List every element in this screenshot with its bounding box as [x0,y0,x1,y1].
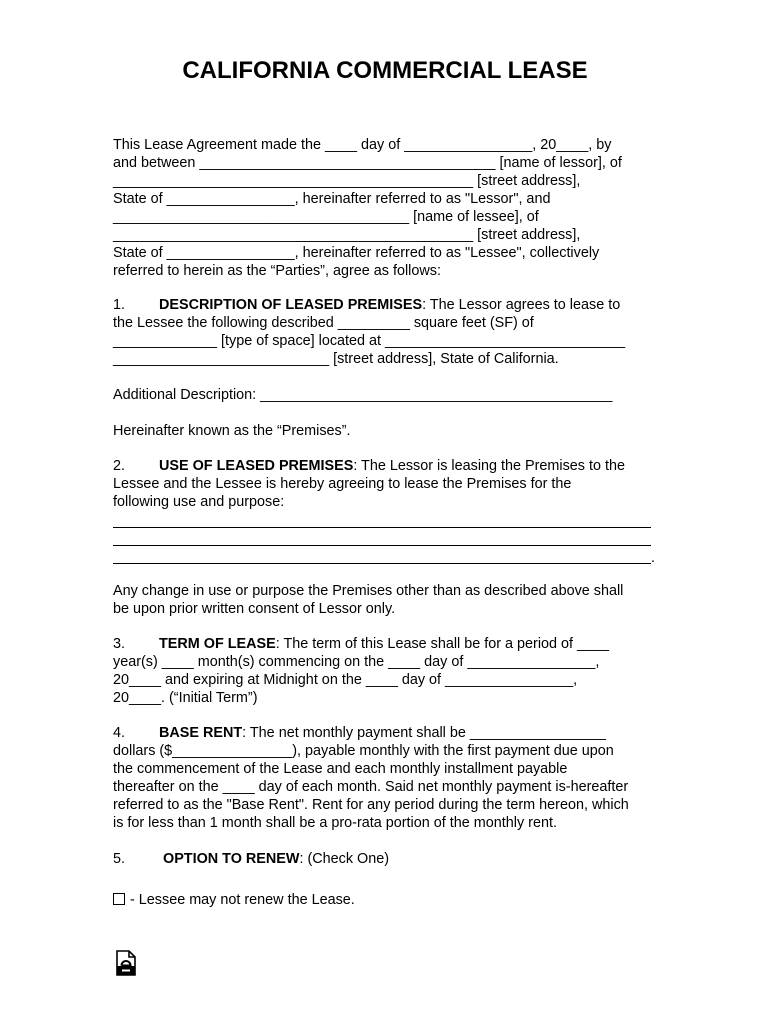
intro-line: _____________________________________ [name of lessee], of [113,209,539,225]
document-title: CALIFORNIA COMMERCIAL LEASE [182,57,588,84]
premises-definition: Hereinafter known as the “Premises”. [113,423,351,439]
intro-line: referred to herein as the “Parties”, agree as follows: [113,263,441,279]
section-number: 3. [113,636,126,652]
section-text: : The net monthly payment shall be _________________ [242,725,606,741]
section-heading-line [113,457,658,475]
section-line: the commencement of the Lease and each monthly installment payable [113,761,568,777]
change-of-use-paragraph [113,582,658,618]
section-term-of-lease [113,635,658,707]
blank-line [113,546,651,564]
section-line: Any change in use or purpose the Premises other than as described above shall [113,583,624,599]
no-renew-checkbox[interactable] [113,893,125,905]
section-line: ___________________________ [street address], State of California. [113,351,559,367]
section-base-rent [113,724,658,832]
intro-line: State of ________________, hereinafter referred to as "Lessor", and [113,191,551,207]
section-line: Lessee and the Lessee is hereby agreeing to lease the Premises for the [113,476,572,492]
intro-paragraph [113,136,658,280]
section-text: : The term of this Lease shall be for a period of ____ [275,636,610,652]
intro-line: _____________________________________________ [street address], [113,227,581,243]
section-use-of-premises [113,457,658,511]
renew-option-row [113,891,658,909]
blank-line [113,510,651,528]
additional-description: Additional Description: ____________________________________________ [113,387,613,403]
section-heading-line [113,724,658,742]
section-heading: OPTION TO RENEW [163,851,300,867]
section-heading-line [113,296,658,314]
section-text: : The Lessor agrees to lease to [422,297,621,313]
section-number: 1. [113,297,126,313]
section-text: : (Check One) [299,851,390,867]
section-description-of-premises [113,296,658,368]
intro-line: _____________________________________________ [street address], [113,173,581,189]
section-line: is for less than 1 month shall be a pro-rata portion of the monthly rent. [113,815,557,831]
section-line: referred to as the "Base Rent". Rent for any period during the term hereon, which [113,797,629,813]
section-number: 5. [113,851,126,867]
blank-line [113,528,651,546]
section-heading-line [113,635,658,653]
section-heading: TERM OF LEASE [159,636,276,652]
section-option-to-renew [113,850,658,868]
section-line: following use and purpose: [113,494,285,510]
section-number: 2. [113,458,126,474]
intro-line: This Lease Agreement made the ____ day of ________________, 20____, by [113,137,612,153]
section-line: dollars ($_______________), payable monthly with the first payment due upon [113,743,614,759]
blank-end-mark: . [651,550,655,566]
section-heading: USE OF LEASED PREMISES [159,458,354,474]
section-line: 20____. (“Initial Term”) [113,690,258,706]
section-line: thereafter on the ____ day of each month. Said net monthly payment is-hereafter [113,779,629,795]
section-heading: BASE RENT [159,725,243,741]
section-text: : The Lessor is leasing the Premises to the [353,458,626,474]
section-line: _____________ [type of space] located at ______________________________ [113,333,626,349]
section-heading: DESCRIPTION OF LEASED PREMISES [159,297,423,313]
section-number: 4. [113,725,126,741]
use-purpose-blanks [113,510,651,564]
no-renew-option-label: - Lessee may not renew the Lease. [130,892,355,908]
section-line: year(s) ____ month(s) commencing on the ____ day of ________________, [113,654,600,670]
section-line: be upon prior written consent of Lessor only. [113,601,396,617]
intro-line: and between _____________________________________ [name of lessor], of [113,155,622,171]
intro-line: State of ________________, hereinafter referred to as "Lessee", collectively [113,245,600,261]
section-line: 20____ and expiring at Midnight on the ____ day of ________________, [113,672,578,688]
section-line: the Lessee the following described _________ square feet (SF) of [113,315,534,331]
section-heading-line [113,850,658,868]
eforms-logo-icon [116,950,136,981]
